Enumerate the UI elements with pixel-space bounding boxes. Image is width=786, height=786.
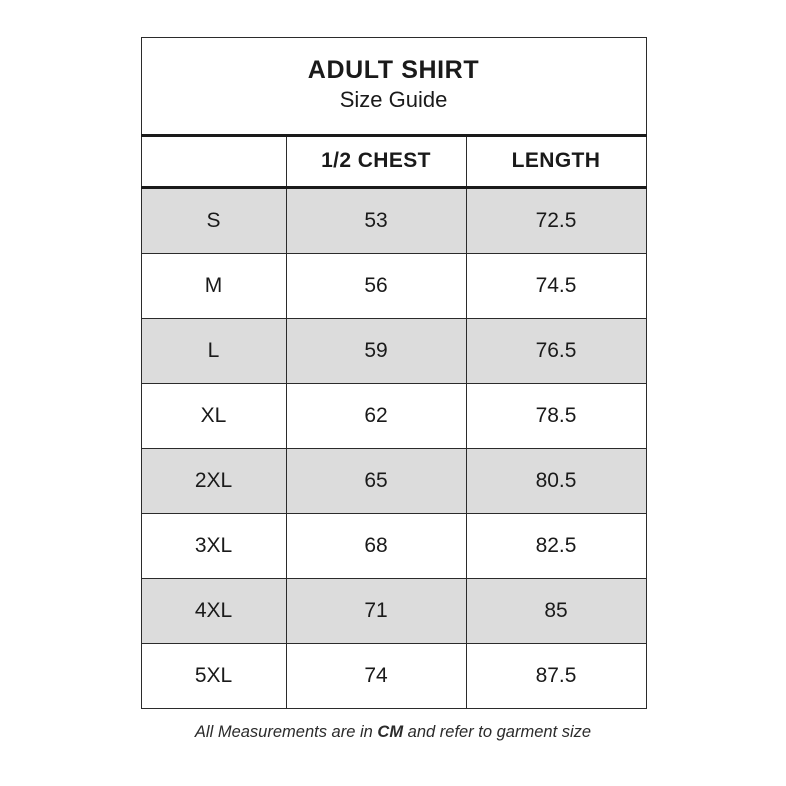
cell-chest: 74	[286, 643, 466, 708]
table-row	[141, 383, 646, 448]
cell-length: 72.5	[466, 187, 646, 253]
cell-size: L	[141, 318, 286, 383]
size-guide-card	[141, 37, 646, 743]
footnote-unit: CM	[377, 722, 404, 741]
cell-chest: 71	[286, 578, 466, 643]
table-header-row	[141, 135, 646, 187]
page-title: ADULT SHIRT	[307, 56, 480, 85]
cell-chest: 56	[286, 253, 466, 318]
title-cell	[141, 37, 646, 135]
cell-chest: 53	[286, 187, 466, 253]
cell-size: 3XL	[141, 513, 286, 578]
cell-length: 82.5	[466, 513, 646, 578]
column-header-size	[141, 135, 286, 187]
table-row	[141, 187, 646, 253]
cell-chest: 59	[286, 318, 466, 383]
cell-size: 2XL	[141, 448, 286, 513]
cell-length: 87.5	[466, 643, 646, 708]
cell-length: 76.5	[466, 318, 646, 383]
cell-length: 78.5	[466, 383, 646, 448]
table-row	[141, 513, 646, 578]
table-row	[141, 253, 646, 318]
footnote-prefix: All Measurements are in	[194, 722, 378, 741]
cell-size: XL	[141, 383, 286, 448]
cell-chest: 65	[286, 448, 466, 513]
size-guide-table	[141, 37, 647, 709]
cell-size: S	[141, 187, 286, 253]
table-row	[141, 318, 646, 383]
cell-length: 74.5	[466, 253, 646, 318]
table-row	[141, 448, 646, 513]
table-row	[141, 643, 646, 708]
cell-size: 5XL	[141, 643, 286, 708]
measurements-footnote	[141, 722, 646, 743]
column-header-chest: 1/2 CHEST	[286, 135, 466, 187]
table-title-row	[141, 37, 646, 135]
page-subtitle: Size Guide	[339, 86, 448, 112]
footnote-suffix: and refer to garment size	[403, 722, 592, 741]
cell-length: 85	[466, 578, 646, 643]
column-header-length: LENGTH	[466, 135, 646, 187]
cell-size: M	[141, 253, 286, 318]
cell-size: 4XL	[141, 578, 286, 643]
cell-chest: 62	[286, 383, 466, 448]
cell-length: 80.5	[466, 448, 646, 513]
cell-chest: 68	[286, 513, 466, 578]
table-row	[141, 578, 646, 643]
